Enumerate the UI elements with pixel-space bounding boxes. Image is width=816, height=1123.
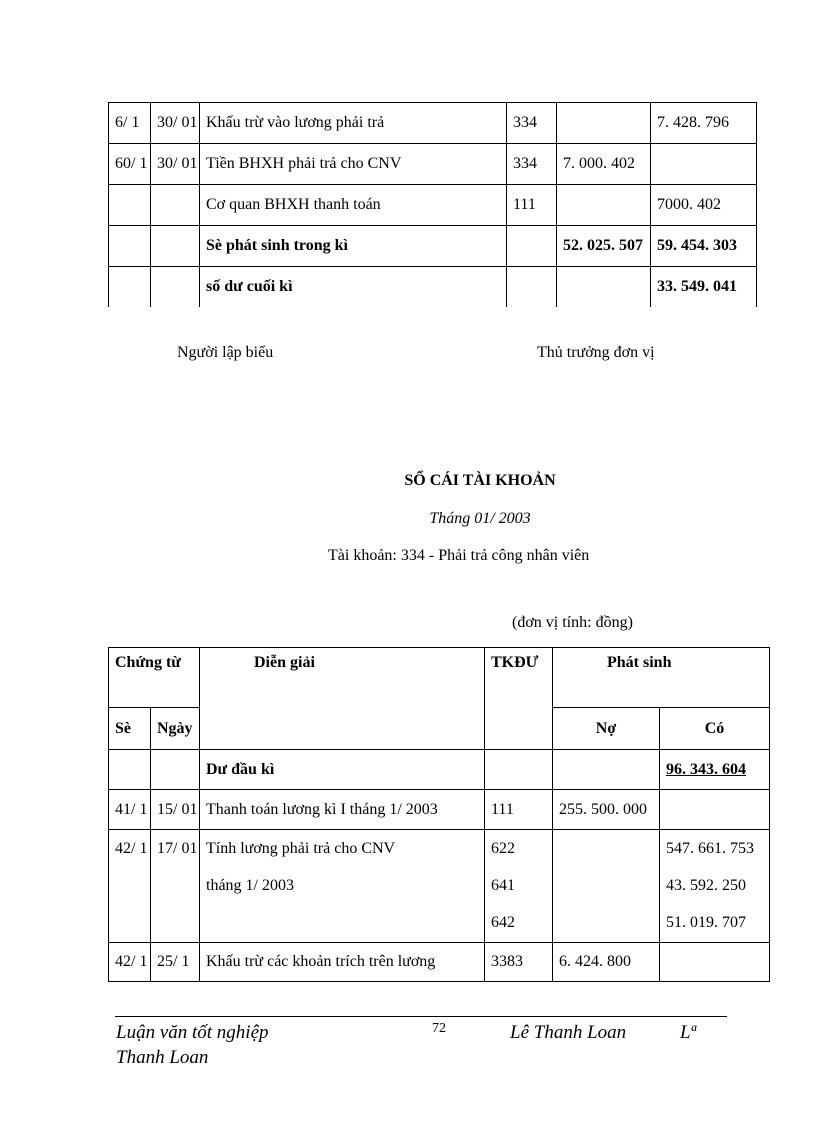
signature-head: Thủ trưởng đơn vị xyxy=(537,344,655,361)
doc-number: 60/ 1 xyxy=(109,144,151,185)
opening-balance: 96. 343. 604 xyxy=(660,750,770,790)
ledger-table xyxy=(108,647,770,982)
doc-number xyxy=(109,185,151,226)
closing-balance-label: số dư cuối kì xyxy=(200,267,507,308)
credit-total: 59. 454. 303 xyxy=(651,226,757,267)
credit: 7000. 402 xyxy=(651,185,757,226)
counter-account: 111 xyxy=(507,185,557,226)
table-row xyxy=(109,185,757,226)
doc-date: 30/ 01 xyxy=(151,103,200,144)
table-row xyxy=(109,830,770,943)
footer-rule xyxy=(115,1016,727,1017)
signature-preparer: Người lập biểu xyxy=(177,344,274,361)
header-ngay: Ngày xyxy=(151,708,200,750)
counter-account: 111 xyxy=(485,790,553,830)
footer-thesis: Luận văn tốt nghiệp xyxy=(116,1022,269,1043)
period-total-label: Sè phát sinh trong kì xyxy=(200,226,507,267)
debit xyxy=(557,185,651,226)
footer-author: Lê Thanh Loan xyxy=(510,1022,627,1043)
doc-date: 30/ 01 xyxy=(151,144,200,185)
credit: 547. 661. 753 xyxy=(666,840,754,857)
credit: 43. 592. 250 xyxy=(666,877,746,894)
ledger-title: SỔ CÁI TÀI KHOẢN xyxy=(404,472,556,489)
counter-account: 641 xyxy=(491,877,515,894)
unit-note: (đơn vị tính: đồng) xyxy=(512,614,633,631)
table-row xyxy=(109,103,757,144)
counter-account: 642 xyxy=(491,914,515,931)
table-row xyxy=(109,267,757,308)
debit: 7. 000. 402 xyxy=(557,144,651,185)
description: Thanh toán lương kì I tháng 1/ 2003 xyxy=(200,790,485,830)
credit: 7. 428. 796 xyxy=(651,103,757,144)
table-row xyxy=(109,943,770,982)
footer-name: Thanh Loan xyxy=(116,1047,209,1068)
doc-number xyxy=(109,226,151,267)
doc-number: 42/ 1 xyxy=(115,840,148,857)
debit: 255. 500. 000 xyxy=(553,790,660,830)
credit xyxy=(660,943,770,982)
header-dien-giai: Diễn giải xyxy=(200,648,485,750)
footer-mark: Lª xyxy=(680,1022,696,1043)
debit xyxy=(557,267,651,308)
doc-number: 42/ 1 xyxy=(109,943,151,982)
description-cont: tháng 1/ 2003 xyxy=(206,877,294,894)
credit: 51. 019. 707 xyxy=(666,914,746,931)
header-chung-tu: Chứng từ xyxy=(109,648,200,708)
description: Khấu trừ vào lương phải trả xyxy=(200,103,507,144)
header-row xyxy=(109,648,770,708)
header-phat-sinh: Phát sinh xyxy=(553,648,770,708)
credit xyxy=(660,790,770,830)
description: Cơ quan BHXH thanh toán xyxy=(200,185,507,226)
description: Tiền BHXH phải trả cho CNV xyxy=(200,144,507,185)
header-tkdu: TKĐƯ xyxy=(485,648,553,750)
doc-date: 25/ 1 xyxy=(151,943,200,982)
header-co: Có xyxy=(660,708,770,750)
page-number: 72 xyxy=(432,1021,446,1036)
doc-date xyxy=(151,185,200,226)
description: Tính lương phải trả cho CNV xyxy=(206,840,396,857)
opening-balance-label: Dư đầu kì xyxy=(200,750,485,790)
table-row xyxy=(109,750,770,790)
counter-account xyxy=(507,267,557,308)
closing-balance: 33. 549. 041 xyxy=(651,267,757,308)
table-row xyxy=(109,144,757,185)
doc-date: 15/ 01 xyxy=(151,790,200,830)
debit: 6. 424. 800 xyxy=(553,943,660,982)
ledger-month: Tháng 01/ 2003 xyxy=(429,510,531,527)
ledger-table-continued xyxy=(108,102,757,307)
description: Khấu trừ các khoản trích trên lương xyxy=(200,943,485,982)
doc-date xyxy=(151,226,200,267)
counter-account: 3383 xyxy=(485,943,553,982)
debit xyxy=(557,103,651,144)
ledger-account: Tài khoản: 334 - Phải trả công nhân viên xyxy=(328,547,590,564)
doc-number: 41/ 1 xyxy=(109,790,151,830)
doc-number: 6/ 1 xyxy=(109,103,151,144)
counter-account xyxy=(507,226,557,267)
doc-date xyxy=(151,267,200,308)
counter-account: 334 xyxy=(507,103,557,144)
credit xyxy=(651,144,757,185)
counter-account: 622 xyxy=(491,840,515,857)
header-no: Nợ xyxy=(553,708,660,750)
table-row xyxy=(109,226,757,267)
debit-total: 52. 025. 507 xyxy=(557,226,651,267)
table-row xyxy=(109,790,770,830)
counter-account: 334 xyxy=(507,144,557,185)
header-so: Sè xyxy=(109,708,151,750)
doc-date: 17/ 01 xyxy=(157,840,198,857)
doc-number xyxy=(109,267,151,308)
